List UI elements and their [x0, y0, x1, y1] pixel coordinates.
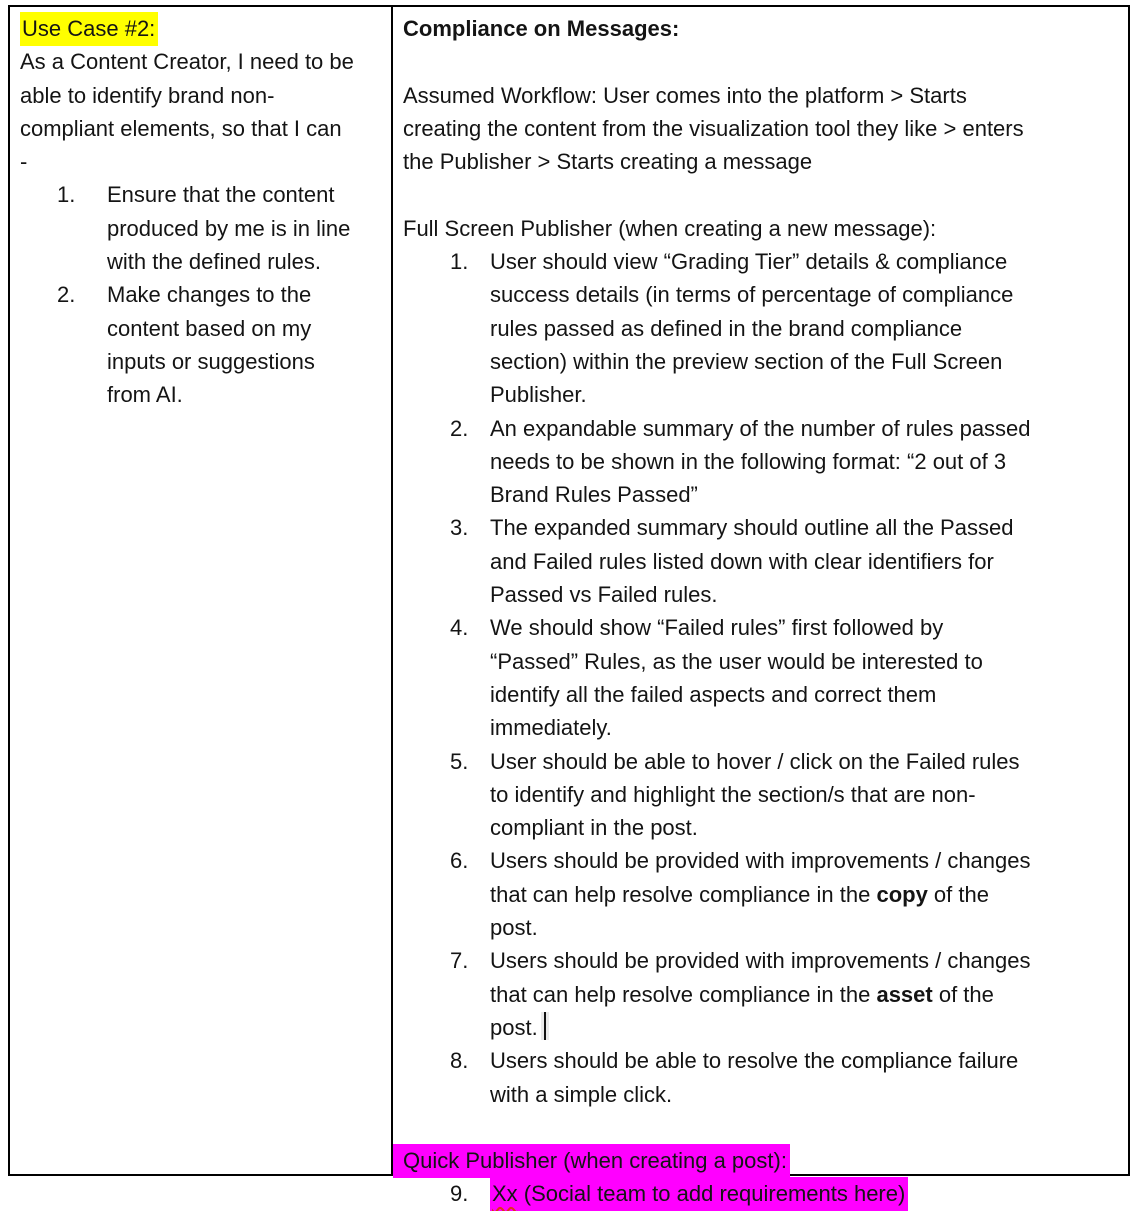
- list-item: [450, 844, 1128, 944]
- list-item-text: We should show “Failed rules” first followed by “Passed” Rules, as the user would be interested to identify all the failed aspects and correct them immediately.: [490, 615, 983, 741]
- list-item-text-pre: Users should be provided with improvements / changes that can help resolve compliance in the: [490, 848, 1031, 907]
- quick-item-highlight: [490, 1177, 908, 1211]
- list-number: 2.: [450, 415, 469, 441]
- list-number: 6.: [450, 848, 469, 874]
- list-item-text: [490, 1177, 1035, 1210]
- list-item-text: User should view “Grading Tier” details & compliance success details (in terms of percentage of compliance rules passed as defined in the brand compliance section) within the preview section of the Full Screen Publisher.: [490, 249, 1014, 408]
- quick-publisher-heading: Quick Publisher (when creating a post):: [393, 1144, 790, 1178]
- list-item: [450, 511, 1128, 611]
- list-item-text-post: of the post.: [490, 881, 989, 941]
- quick-publisher-heading-line: [403, 1144, 1035, 1177]
- use-case-intro: As a Content Creator, I need to be able to identify brand non-compliant elements, so that I can: [20, 49, 354, 141]
- quick-item-rest: (Social team to add requirements here): [517, 1181, 906, 1207]
- list-number: 5.: [450, 748, 469, 774]
- list-number: 3.: [450, 515, 469, 541]
- list-item: [450, 1177, 1128, 1210]
- bold-word-copy: copy: [876, 881, 928, 907]
- list-number: 8.: [450, 1048, 469, 1074]
- full-screen-publisher-subheading: Full Screen Publisher (when creating a new message):: [403, 215, 937, 241]
- list-item-text: User should be able to hover / click on the Failed rules to identify and highlight the section/s that are non-compliant in the post.: [490, 748, 1020, 841]
- list-item: [450, 611, 1128, 744]
- use-case-table: [8, 5, 1130, 1207]
- list-number: 1.: [450, 249, 469, 275]
- blank-line: [403, 45, 1128, 78]
- list-item-text: The expanded summary should outline all the Passed and Failed rules listed down with clear identifiers for Passed vs Failed rules.: [490, 515, 1014, 608]
- list-item-text: [490, 944, 1035, 1044]
- list-item: [57, 278, 391, 411]
- list-item-text: Make changes to the content based on my inputs or suggestions from AI.: [107, 282, 315, 408]
- list-item-text: An expandable summary of the number of rules passed needs to be shown in the following format: “2 out of 3 Brand Rules Passed”: [490, 415, 1031, 508]
- list-number: 2.: [57, 282, 76, 308]
- bold-word-asset: asset: [876, 981, 933, 1007]
- list-item-text-pre: Users should be provided with improvements / changes that can help resolve compliance in the: [490, 948, 1031, 1007]
- text-cursor: [541, 1012, 549, 1040]
- list-item: [450, 412, 1128, 512]
- list-item: [57, 178, 391, 278]
- blank-line: [403, 178, 1128, 211]
- spellcheck-word: Xx: [492, 1181, 518, 1207]
- blank-line: [403, 1111, 1128, 1144]
- list-item: [450, 1044, 1128, 1111]
- assumed-workflow-paragraph: Assumed Workflow: User comes into the platform > Starts creating the content from the visualization tool they like > enters the Publisher > Starts creating a message: [403, 82, 1024, 175]
- list-number: 1.: [57, 182, 76, 208]
- list-number: 7.: [450, 948, 469, 974]
- list-number: 9.: [450, 1181, 469, 1207]
- list-item: [450, 245, 1128, 411]
- list-item-text-post: of the post.: [490, 981, 994, 1040]
- table-cell-use-case[interactable]: [10, 7, 393, 1174]
- list-number: 4.: [450, 615, 469, 641]
- use-case-title: Use Case #2:: [20, 12, 158, 46]
- list-item: [450, 944, 1128, 1044]
- table-cell-compliance[interactable]: [393, 7, 1128, 1207]
- list-item-text: Users should be able to resolve the compliance failure with a simple click.: [490, 1048, 1019, 1107]
- list-item: [450, 745, 1128, 845]
- use-case-dash: -: [20, 149, 28, 175]
- compliance-heading: Compliance on Messages:: [403, 16, 680, 41]
- use-case-title-line: [20, 12, 391, 45]
- list-item-text: [490, 844, 1035, 944]
- list-item-text: Ensure that the content produced by me is in line with the defined rules.: [107, 182, 351, 275]
